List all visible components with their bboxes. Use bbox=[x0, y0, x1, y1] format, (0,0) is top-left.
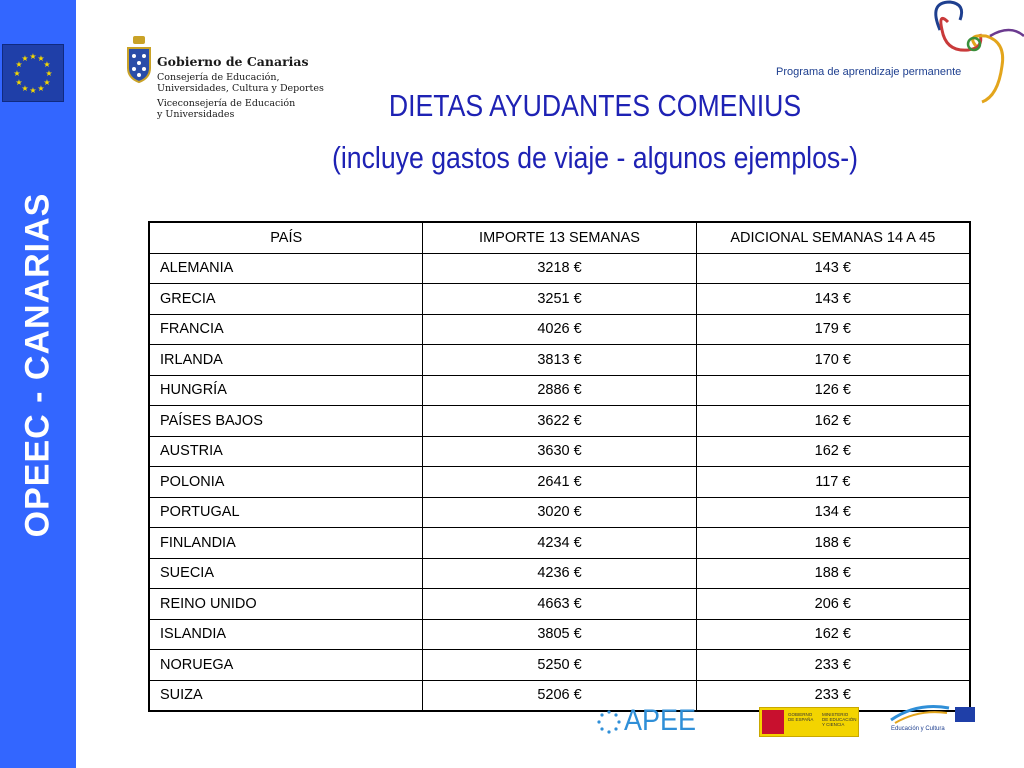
cell-importe: 3813 € bbox=[423, 345, 696, 376]
cell-adicional: 117 € bbox=[696, 467, 970, 498]
cell-adicional: 134 € bbox=[696, 497, 970, 528]
table-row bbox=[149, 253, 970, 284]
table-row bbox=[149, 406, 970, 437]
gobierno-title: Gobierno de Canarias bbox=[157, 54, 309, 69]
eu-flag-icon bbox=[2, 44, 64, 102]
cell-importe: 3622 € bbox=[423, 406, 696, 437]
cell-pais: HUNGRÍA bbox=[149, 375, 423, 406]
swoosh-icon bbox=[889, 704, 951, 726]
cell-pais: AUSTRIA bbox=[149, 436, 423, 467]
cell-importe: 4663 € bbox=[423, 589, 696, 620]
apee-logo bbox=[596, 704, 726, 740]
cell-adicional: 143 € bbox=[696, 253, 970, 284]
cell-importe: 3630 € bbox=[423, 436, 696, 467]
cell-importe: 4236 € bbox=[423, 558, 696, 589]
cell-pais: PAÍSES BAJOS bbox=[149, 406, 423, 437]
cell-importe: 3020 € bbox=[423, 497, 696, 528]
gobierno-line-4: y Universidades bbox=[157, 109, 235, 120]
svg-text:★: ★ bbox=[37, 54, 45, 63]
table-row bbox=[149, 558, 970, 589]
apee-text: APEE bbox=[624, 704, 697, 737]
ministerio-educacion-logo bbox=[759, 707, 859, 737]
svg-text:★: ★ bbox=[45, 69, 53, 78]
table-row bbox=[149, 284, 970, 315]
cell-adicional: 188 € bbox=[696, 558, 970, 589]
cell-pais: SUIZA bbox=[149, 680, 423, 711]
cell-adicional: 162 € bbox=[696, 406, 970, 437]
educacion-cultura-logo bbox=[889, 700, 979, 738]
cell-pais: REINO UNIDO bbox=[149, 589, 423, 620]
cell-importe: 3251 € bbox=[423, 284, 696, 315]
gobierno-line-1: Consejería de Educación, bbox=[157, 72, 280, 83]
table-row bbox=[149, 314, 970, 345]
cell-pais: NORUEGA bbox=[149, 650, 423, 681]
cell-adicional: 233 € bbox=[696, 680, 970, 711]
cell-pais: POLONIA bbox=[149, 467, 423, 498]
programa-text: Programa de aprendizaje permanente bbox=[776, 66, 962, 78]
svg-text:★: ★ bbox=[43, 78, 51, 87]
svg-text:★: ★ bbox=[13, 69, 21, 78]
svg-text:★: ★ bbox=[15, 60, 23, 69]
header-adicional: ADICIONAL SEMANAS 14 A 45 bbox=[696, 222, 970, 253]
svg-text:★: ★ bbox=[29, 52, 37, 61]
cell-pais: FINLANDIA bbox=[149, 528, 423, 559]
cell-adicional: 170 € bbox=[696, 345, 970, 376]
svg-text:★: ★ bbox=[29, 86, 37, 95]
ministerio-left-text: GOBIERNO DE ESPAÑA bbox=[788, 712, 814, 722]
table-row bbox=[149, 375, 970, 406]
cell-importe: 5250 € bbox=[423, 650, 696, 681]
cell-adicional: 233 € bbox=[696, 650, 970, 681]
sidebar-band bbox=[0, 0, 76, 768]
spain-shield-icon bbox=[762, 710, 784, 734]
cell-importe: 3218 € bbox=[423, 253, 696, 284]
cell-adicional: 179 € bbox=[696, 314, 970, 345]
cell-adicional: 162 € bbox=[696, 436, 970, 467]
cell-importe: 5206 € bbox=[423, 680, 696, 711]
page-subtitle: (incluye gastos de viaje - algunos ejemplos-) bbox=[331, 140, 859, 175]
cell-importe: 3805 € bbox=[423, 619, 696, 650]
cell-pais: GRECIA bbox=[149, 284, 423, 315]
ministerio-right-text: MINISTERIO DE EDUCACIÓN Y CIENCIA bbox=[822, 712, 857, 727]
cell-pais: SUECIA bbox=[149, 558, 423, 589]
table-row bbox=[149, 528, 970, 559]
header-pais: PAÍS bbox=[149, 222, 423, 253]
cell-pais: PORTUGAL bbox=[149, 497, 423, 528]
cell-adicional: 188 € bbox=[696, 528, 970, 559]
cell-pais: FRANCIA bbox=[149, 314, 423, 345]
table-row bbox=[149, 650, 970, 681]
svg-text:★: ★ bbox=[21, 54, 29, 63]
educacion-text: Educación y Cultura bbox=[891, 726, 945, 732]
cell-adicional: 206 € bbox=[696, 589, 970, 620]
table-row bbox=[149, 436, 970, 467]
apee-dots-icon bbox=[596, 710, 622, 736]
table-row bbox=[149, 345, 970, 376]
eu-flag-small-icon bbox=[955, 707, 975, 722]
svg-text:★: ★ bbox=[43, 60, 51, 69]
header-importe: IMPORTE 13 SEMANAS bbox=[423, 222, 696, 253]
cell-pais: ALEMANIA bbox=[149, 253, 423, 284]
cell-adicional: 162 € bbox=[696, 619, 970, 650]
cell-importe: 4234 € bbox=[423, 528, 696, 559]
cell-adicional: 126 € bbox=[696, 375, 970, 406]
cell-adicional: 143 € bbox=[696, 284, 970, 315]
table-header-row bbox=[149, 222, 970, 253]
cell-importe: 2886 € bbox=[423, 375, 696, 406]
page-title: DIETAS AYUDANTES COMENIUS bbox=[388, 88, 802, 123]
cell-importe: 4026 € bbox=[423, 314, 696, 345]
gobierno-line-2: Universidades, Cultura y Deportes bbox=[157, 83, 324, 94]
table-row bbox=[149, 589, 970, 620]
canarias-crest-icon bbox=[124, 34, 154, 90]
sidebar-vertical-title: OPEEC - CANARIAS bbox=[18, 192, 57, 538]
svg-text:★: ★ bbox=[21, 84, 29, 93]
svg-text:★: ★ bbox=[15, 78, 23, 87]
cell-pais: IRLANDA bbox=[149, 345, 423, 376]
table-row bbox=[149, 619, 970, 650]
table-row bbox=[149, 467, 970, 498]
cell-importe: 2641 € bbox=[423, 467, 696, 498]
gobierno-line-3: Viceconsejería de Educación bbox=[157, 98, 296, 109]
cell-pais: ISLANDIA bbox=[149, 619, 423, 650]
svg-text:★: ★ bbox=[37, 84, 45, 93]
table-row bbox=[149, 497, 970, 528]
dietas-table bbox=[148, 221, 971, 712]
